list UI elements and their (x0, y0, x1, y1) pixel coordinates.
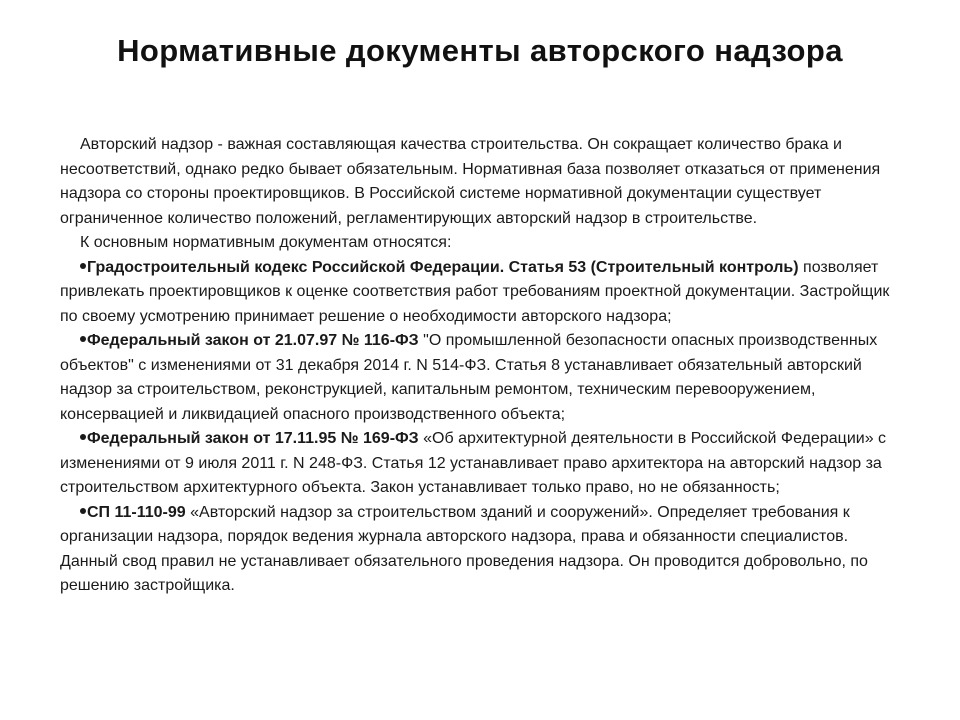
list-intro: К основным нормативным документам относятся: (80, 234, 452, 251)
document-description: «Авторский надзор за строительством зданий и сооружений». Определяет требования к организации надзора, порядок ведения журнала авторского надзора, права и обязанности специалистов. Данный свод правил не устанавливает обязательного проведения надзора. Он проводится добровольно, по решению застройщика. (60, 503, 868, 594)
bullet-icon (80, 434, 86, 440)
document-title: Градостроительный кодекс Российской Федерации. Статья 53 (Строительный контроль) (87, 258, 799, 276)
document-title: Федеральный закон от 21.07.97 № 116-ФЗ (87, 332, 419, 349)
document-title: Федеральный закон от 17.11.95 № 169-ФЗ (87, 430, 419, 447)
document-description: "О промышленной безопасности опасных производственных объектов" с изменениями от 31 декабря 2014 г. N 514-ФЗ. Статья 8 устанавливает обязательный авторский надзор за строительством, реконструкцией, капитальным ремонтом, техническим перевооружением, консервацией и ликвидацией опасного производственного объекта; (60, 332, 878, 423)
intro-paragraph: Авторский надзор - важная составляющая качества строительства. Он сокращает количество брака и несоответствий, однако редко бывает обязательным. Нормативная база позволяет отказаться от применения надзора со стороны проектировщиков. В Российской системе нормативной документации существует ограниченное количество положений, регламентирующих авторский надзор в строительстве. (60, 136, 881, 227)
slide-title: Нормативные документы авторского надзора (117, 33, 843, 68)
list-item (60, 427, 905, 501)
bullet-icon (80, 336, 86, 342)
document-title: СП 11-110-99 (87, 503, 186, 521)
bullet-icon (80, 263, 86, 269)
list-item (60, 501, 905, 599)
bullet-icon (80, 508, 86, 514)
slide-body (60, 133, 905, 599)
list-item (60, 329, 905, 427)
list-item (60, 256, 905, 330)
document-description: «Об архитектурной деятельности в Российской Федерации» с изменениями от 9 июля 2011 г. N 248-ФЗ. Статья 12 устанавливает право архитектора на авторский надзор за строительством архитектурного объекта. Закон устанавливает только право, но не обязанность; (60, 430, 887, 496)
document-description: позволяет привлекать проектировщиков к оценке соответствия работ требованиям проектной документации. Застройщик по своему усмотрению принимает решение о необходимости авторского надзора; (60, 258, 890, 325)
